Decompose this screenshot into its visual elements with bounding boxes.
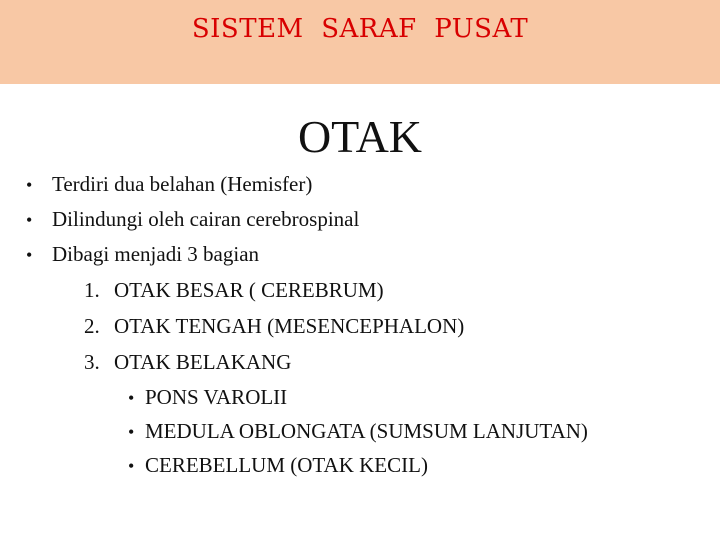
list-item: [26, 242, 259, 267]
bullet-dot-icon: •: [26, 210, 33, 230]
item-number: 2.: [84, 314, 100, 338]
numbered-item: [84, 350, 291, 374]
numbered-item-text: OTAK TENGAH (MESENCEPHALON): [114, 314, 465, 338]
numbered-item-text: OTAK BELAKANG: [114, 350, 292, 374]
list-item: [26, 207, 359, 232]
list-item-text: Dilindungi oleh cairan cerebrospinal: [52, 207, 360, 231]
bullet-dot-icon: •: [128, 388, 135, 408]
numbered-item: [84, 314, 464, 338]
header-band: [0, 0, 720, 84]
section-heading: OTAK: [297, 111, 423, 162]
sub-list-item-text: MEDULA OBLONGATA (SUMSUM LANJUTAN): [145, 419, 588, 443]
bullet-dot-icon: •: [26, 175, 33, 195]
list-item: [26, 172, 312, 197]
item-number: 3.: [84, 350, 100, 374]
sub-list-item: [128, 453, 428, 478]
numbered-item: [84, 278, 384, 302]
sub-list-item: [128, 419, 588, 444]
sub-list-item-text: PONS VAROLII: [145, 385, 288, 409]
bullet-dot-icon: •: [128, 456, 135, 476]
item-number: 1.: [84, 278, 100, 302]
list-item-text: Dibagi menjadi 3 bagian: [52, 242, 260, 266]
sub-list-item: [128, 385, 287, 410]
sub-list-item-text: CEREBELLUM (OTAK KECIL): [145, 453, 428, 477]
bullet-dot-icon: •: [128, 422, 135, 442]
bullet-dot-icon: •: [26, 245, 33, 265]
slide-title: SISTEM SARAF PUSAT: [191, 14, 529, 44]
numbered-item-text: OTAK BESAR ( CEREBRUM): [114, 278, 384, 302]
list-item-text: Terdiri dua belahan (Hemisfer): [52, 172, 313, 196]
